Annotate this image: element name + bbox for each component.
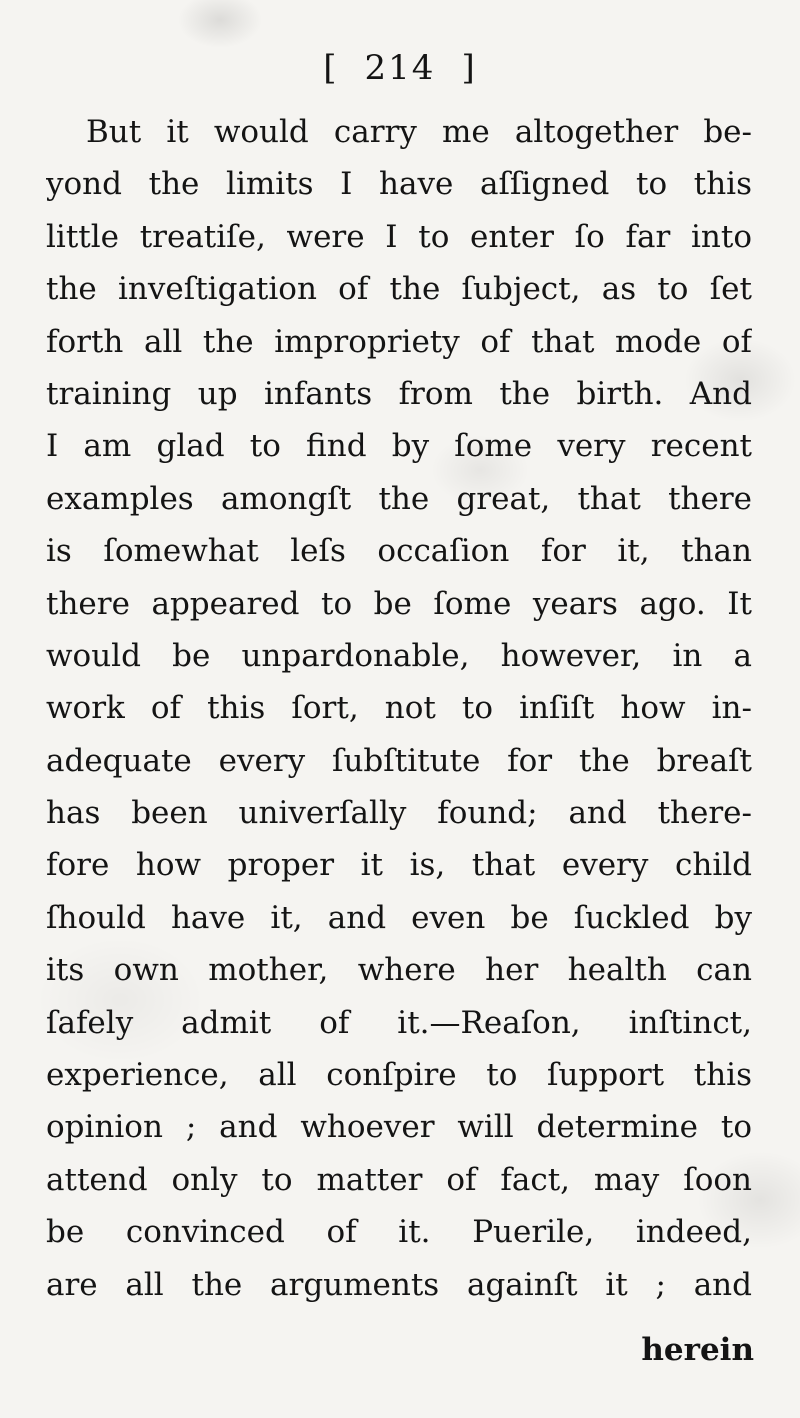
text-line: the inveſtigation of the ſubject, as to ſet	[46, 271, 752, 308]
text-line: work of this ſort, not to inſiſt how in-	[46, 690, 752, 727]
text-line: is ſomewhat leſs occaſion for it, than	[46, 533, 752, 570]
page-header	[0, 42, 800, 94]
catchword: herein	[641, 1332, 754, 1368]
text-line: experience, all conſpire to ſupport this	[46, 1057, 752, 1094]
page-number: 214	[364, 48, 436, 88]
text-line: training up infants from the birth. And	[46, 375, 752, 412]
text-line: be convinced of it. Puerile, indeed,	[46, 1214, 752, 1251]
text-line: little treatiſe, were I to enter ſo far into	[46, 218, 752, 255]
text-line: adequate every ſubſtitute for the breaſt	[46, 742, 752, 779]
text-line: yond the limits I have aſſigned to this	[46, 166, 752, 203]
text-line: would be unpardonable, however, in a	[46, 637, 752, 674]
text-line: its own mother, where her health can	[46, 952, 752, 989]
text-line: fore how proper it is, that every child	[46, 847, 752, 884]
text-line: ſhould have it, and even be ſuckled by	[46, 899, 752, 936]
text-line: attend only to matter of fact, may ſoon	[46, 1161, 752, 1198]
text-line: ſafely admit of it.—Reaſon, inſtinct,	[46, 1004, 752, 1041]
close-bracket: ]	[461, 48, 477, 88]
open-bracket: [	[323, 48, 339, 88]
text-line: I am glad to find by ſome very recent	[46, 428, 752, 465]
text-line: forth all the impropriety of that mode of	[46, 323, 752, 360]
text-line: has been univerſally found; and there-	[46, 795, 752, 832]
text-line: opinion ; and whoever will determine to	[46, 1109, 752, 1146]
text-line: are all the arguments againſt it ; and	[46, 1266, 752, 1303]
text-line: there appeared to be ſome years ago. It	[46, 585, 752, 622]
body-paragraph	[46, 106, 752, 1311]
text-line: examples amongſt the great, that there	[46, 480, 752, 517]
text-line: But it would carry me altogether be-	[86, 114, 752, 150]
